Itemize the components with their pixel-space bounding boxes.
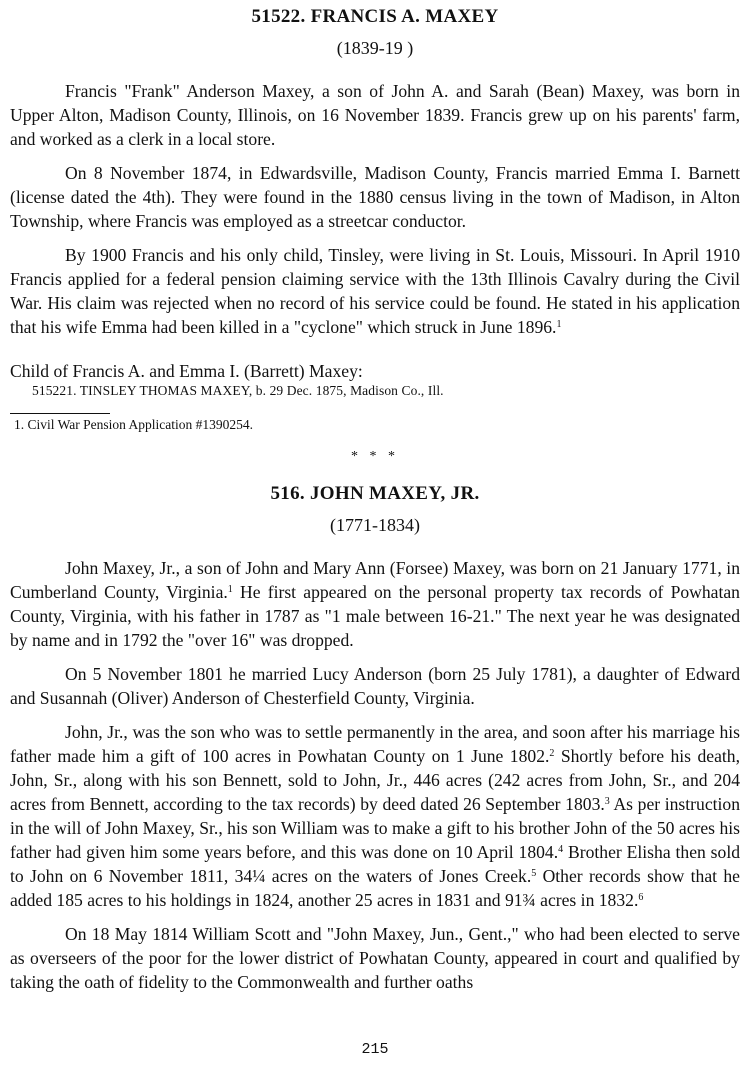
children-heading: Child of Francis A. and Emma I. (Barrett) Maxey: <box>10 361 363 381</box>
paragraph-text: Shortly before his death, John, Sr., along with his son Bennett, sold to John, Jr., 446 acres (242 acres from John, Sr., and 204 acres from Bennett, according to the tax records) by deed dated 26 September 1803. <box>10 746 740 814</box>
footnote-ref: 5 <box>531 868 537 879</box>
footnote-divider <box>10 413 110 414</box>
paragraph-text: On 5 November 1801 he married Lucy Anderson (born 25 July 1781), a daughter of Edward and Susannah (Oliver) Anderson of Chesterfield County, Virginia. <box>10 664 740 708</box>
document-page <box>10 0 740 994</box>
page-number: 215 <box>361 1041 389 1058</box>
footnote: 1. Civil War Pension Application #1390254. <box>14 417 254 432</box>
child-entry: 515221. TINSLEY THOMAS MAXEY, b. 29 Dec. 1875, Madison Co., Ill. <box>32 383 444 398</box>
paragraph <box>10 243 740 339</box>
section-separator: * * * <box>351 449 399 464</box>
footnote-ref: 1 <box>227 584 233 595</box>
paragraph <box>10 79 740 151</box>
paragraph-text: Other records show that he added 185 acres to his holdings in 1824, another 25 acres in 1831 and 91¾ acres in 1832. <box>10 866 740 910</box>
section-dates: (1839-19 ) <box>336 38 414 58</box>
footnote-ref: 4 <box>558 844 564 855</box>
section-heading: 51522. FRANCIS A. MAXEY <box>251 6 499 27</box>
paragraph-text: Francis "Frank" Anderson Maxey, a son of John A. and Sarah (Bean) Maxey, was born in Upper Alton, Madison County, Illinois, on 16 November 1839. Francis grew up on his parents' farm, and worked as a clerk in a local store. <box>10 81 740 149</box>
paragraph-text: On 18 May 1814 William Scott and "John Maxey, Jun., Gent.," who had been elected to serve as overseers of the poor for the lower district of Powhatan County, appeared in court and qualified by taking the oath of fidelity to the Commonwealth and further oaths <box>10 924 740 992</box>
footnote-ref: 2 <box>549 748 555 759</box>
paragraph <box>10 922 740 994</box>
paragraph-text: John Maxey, Jr., a son of John and Mary Ann (Forsee) Maxey, was born on 21 January 1771, in Cumberland County, Virginia. <box>10 558 740 602</box>
paragraph <box>10 556 740 652</box>
paragraph <box>10 720 740 912</box>
section-heading: 516. JOHN MAXEY, JR. <box>270 483 480 504</box>
paragraph-text: He first appeared on the personal property tax records of Powhatan County, Virginia, with his father in 1787 as "1 male between 16-21." The next year he was designated by name and in 1792 the "over 16" was dropped. <box>10 582 740 650</box>
footnote-ref: 3 <box>604 796 610 807</box>
footnote-ref: 1 <box>556 319 562 330</box>
paragraph-text: John, Jr., was the son who was to settle permanently in the area, and soon after his marriage his father made him a gift of 100 acres in Powhatan County on 1 June 1802. <box>10 722 740 766</box>
paragraph <box>10 161 740 233</box>
paragraph-text: As per instruction in the will of John Maxey, Sr., his son William was to make a gift to his brother John of the 50 acres his father had given him some years before, and this was done on 10 April 1804. <box>10 794 741 862</box>
paragraph-text: On 8 November 1874, in Edwardsville, Madison County, Francis married Emma I. Barnett (license dated the 4th). They were found in the 1880 census living in the town of Madison, in Alton Township, where Francis was employed as a streetcar conductor. <box>10 163 740 231</box>
paragraph-text: Brother Elisha then sold to John on 6 November 1811, 34¼ acres on the waters of Jones Creek. <box>10 842 741 886</box>
footnote-ref: 6 <box>638 892 644 903</box>
paragraph-text: By 1900 Francis and his only child, Tinsley, were living in St. Louis, Missouri. In April 1910 Francis applied for a federal pension claiming service with the 13th Illinois Cavalry during the Civil War. His claim was rejected when no record of his service could be found. He stated in his application that his wife Emma had been killed in a "cyclone" which struck in June 1896. <box>10 245 740 337</box>
paragraph <box>10 662 740 710</box>
section-dates: (1771-1834) <box>330 515 420 535</box>
